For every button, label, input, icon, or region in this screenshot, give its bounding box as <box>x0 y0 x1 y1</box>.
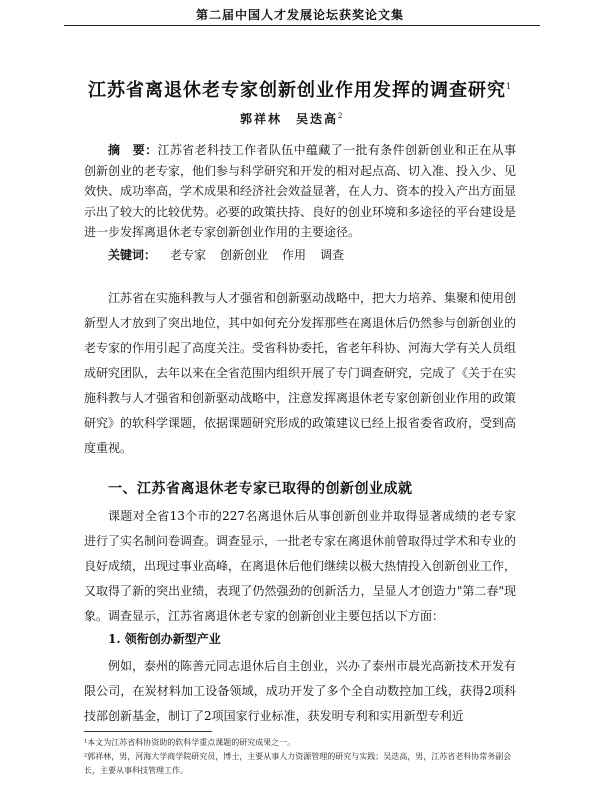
abstract <box>84 140 516 243</box>
section-paragraph: 课题对全省13个市的227名离退休后从事创新创业并取得显著成绩的老专家进行了实名制问卷调查。调查显示，一批老专家在离退休前曾取得过学术和专业的良好成绩，出现过事业高峰，在离退休后他们继续以极大热情投入创新创业工作，又取得了新的突出业绩，表现了仍然强劲的创新活力，呈显人才创造力"第二春"现象。调查显示，江苏省离退休老专家的创新创业主要包括以下方面： <box>84 509 517 623</box>
abstract-label: 摘 要： <box>108 143 158 157</box>
keyword-item: 调查 <box>320 248 345 262</box>
footnote-1: ¹本文为江苏省科协资助的软科学重点课题的研究成果之一。 <box>84 738 296 747</box>
keywords <box>108 245 528 265</box>
subsection-paragraph: 例如，泰州的陈善元同志退休后自主创业，兴办了泰州市晨光高新技术开发有限公司，在炭材料加工设备领域，成功开发了多个全自动数控加工线，获得2项科技部创新基金，制订了2项国家行业标准，获发明专利和实用新型专利近 <box>84 659 517 723</box>
footnote-rule <box>84 731 212 732</box>
author-names: 郭祥林 吴迭高 <box>240 112 339 126</box>
abstract-text: 江苏省老科技工作者队伍中蕴藏了一批有条件创新创业和正在从事创新创业的老专家，他们参与科学研究和开发的相对起点高、切入准、投入少、见效快、成功率高，学术成果和经济社会效益显著，在人力、资本的投入产出方面显示出了较大的比较优势。必要的政策扶持、良好的创业环境和多途径的平台建设是进一步发挥离退休老专家创新创业作用的主要途径。 <box>84 143 517 239</box>
keyword-item: 老专家 <box>170 248 207 262</box>
article-authors <box>240 110 440 127</box>
running-header: 第二届中国人才发展论坛获奖论文集 <box>195 8 404 22</box>
keyword-item: 作用 <box>282 248 307 262</box>
author-note-mark: 2 <box>338 112 345 120</box>
subsection-heading: 1. 领衔创办新型产业 <box>108 632 221 646</box>
footnote-2: ²郭祥林，男，河海大学商学院研究员，博士，主要从事人力资源管理的研究与实践；吴迭高，男，江苏省老科协常务副会长，主要从事科技管理工作。 <box>84 752 512 775</box>
keywords-label: 关键词： <box>108 248 157 262</box>
intro-paragraph: 江苏省在实施科教与人才强省和创新驱动战略中，把大力培养、集聚和使用创新型人才放到了突出地位，其中如何充分发挥那些在离退休后仍然参与创新创业的老专家的作用引起了高度关注。受省科协委托，省老年科协、河海大学有关人员组成研究团队，去年以来在全省范围内组织开展了专门调查研究，完成了《关于在实施科教与人才强省和创新驱动战略中，注意发挥离退休老专家创新创业作用的政策研究》的软科学课题，依据课题研究形成的政策建议已经上报省委省政府，受到高度重视。 <box>84 291 517 455</box>
keyword-item: 创新创业 <box>220 248 269 262</box>
article-title <box>60 76 540 102</box>
footnotes <box>84 736 518 778</box>
header-rule <box>64 25 540 26</box>
section-heading: 一、江苏省离退休老专家已取得的创新创业成就 <box>108 481 413 497</box>
title-note-mark: 1 <box>505 82 513 91</box>
title-text: 江苏省离退休老专家创新创业作用发挥的调查研究 <box>87 80 506 101</box>
